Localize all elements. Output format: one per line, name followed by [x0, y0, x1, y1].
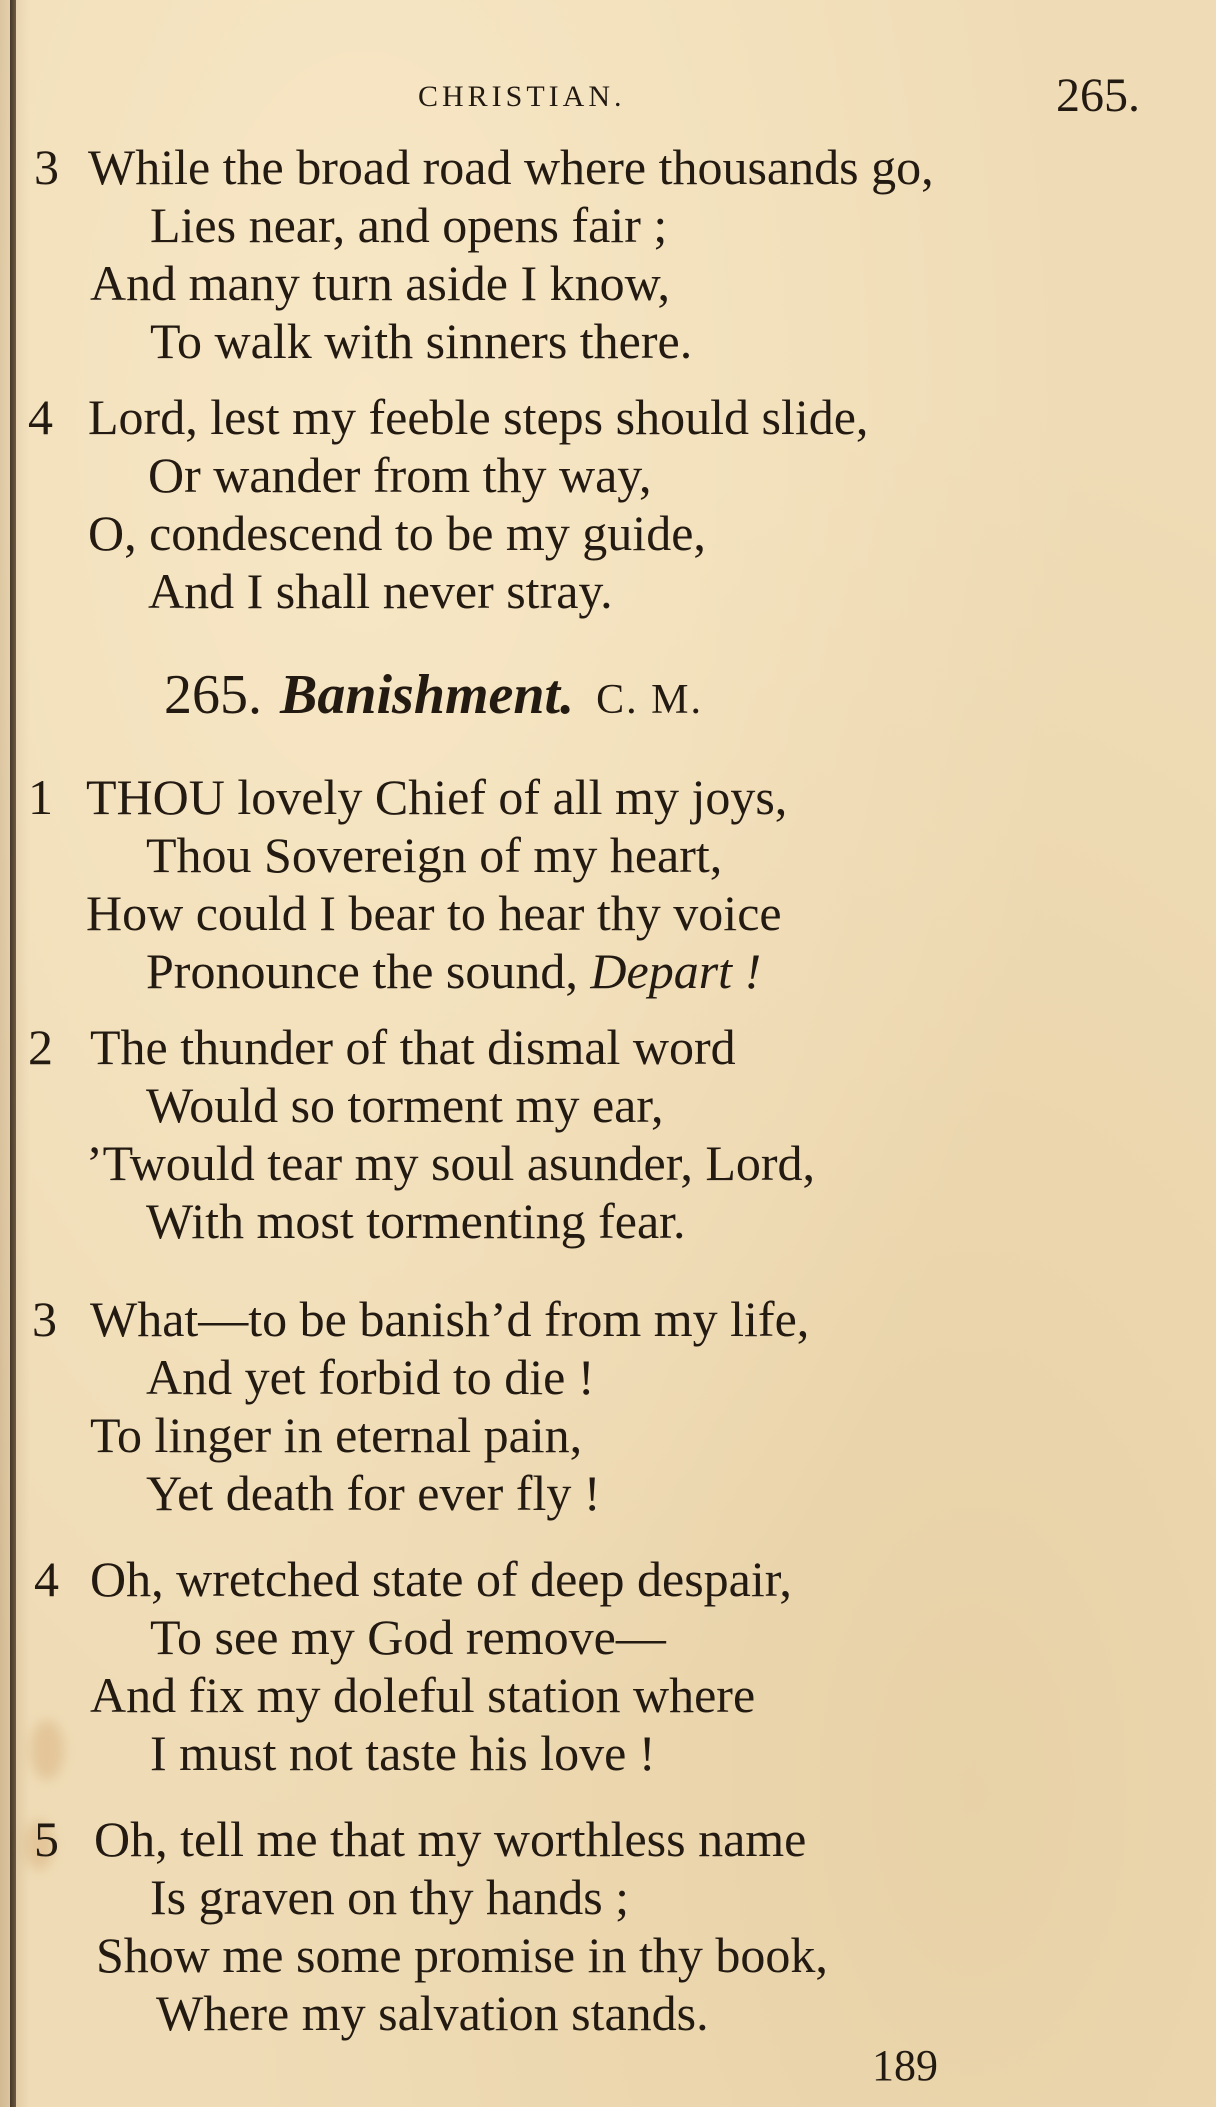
binding-edge — [10, 0, 16, 2107]
verse-line: Show me some promise in thy book, — [96, 1927, 828, 1983]
verse-line: To see my God remove— — [150, 1609, 666, 1665]
italic-word: Depart ! — [590, 943, 762, 999]
stanza-number: 5 — [34, 1811, 59, 1867]
verse-line: To walk with sinners there. — [150, 313, 693, 369]
verse-line: I must not taste his love ! — [150, 1725, 656, 1781]
verse-line: Lies near, and opens fair ; — [150, 197, 668, 253]
verse-line: O, condescend to be my guide, — [88, 505, 706, 561]
page-number: 265. — [1056, 69, 1140, 122]
verse-line: The thunder of that dismal word — [90, 1019, 736, 1075]
signature-mark: 189 — [872, 2041, 938, 2090]
verse-line: Or wander from thy way, — [148, 447, 652, 503]
stanza-number: 4 — [28, 389, 53, 445]
hymn-number: 265. — [164, 664, 262, 726]
verse-line: Where my salvation stands. — [156, 1985, 709, 2041]
verse-line: Lord, lest my feeble steps should slide, — [88, 389, 869, 445]
verse-line: And many turn aside I know, — [90, 255, 670, 311]
verse-line — [146, 942, 761, 1000]
stanza-number: 2 — [28, 1019, 53, 1075]
verse-line: How could I bear to hear thy voice — [86, 885, 782, 941]
verse-line: THOU lovely Chief of all my joys, — [86, 769, 788, 825]
verse-line: And fix my doleful station where — [90, 1667, 756, 1723]
stanza-number: 4 — [34, 1551, 59, 1607]
verse-line: Yet death for ever fly ! — [146, 1465, 601, 1521]
verse-line: Would so torment my ear, — [146, 1077, 664, 1133]
verse-line: While the broad road where thousands go, — [88, 139, 934, 195]
verse-line: ’Twould tear my soul asunder, Lord, — [86, 1135, 816, 1191]
hymn-title: Banishment. — [280, 664, 575, 726]
stanza-number: 3 — [34, 139, 59, 195]
verse-line: Thou Sovereign of my heart, — [146, 827, 723, 883]
verse-line: Oh, wretched state of deep despair, — [90, 1551, 792, 1607]
verse-line: To linger in eternal pain, — [90, 1407, 583, 1463]
page-header — [0, 69, 1216, 132]
verse-line: Is graven on thy hands ; — [150, 1869, 630, 1925]
hymn-heading — [164, 662, 703, 733]
hymn-meter: C. M. — [596, 677, 703, 723]
stanza-number: 3 — [32, 1291, 57, 1347]
verse-line: And I shall never stray. — [148, 563, 613, 619]
stanza-number: 1 — [28, 769, 53, 825]
running-title: CHRISTIAN. — [418, 80, 626, 113]
paper-stain — [30, 1720, 64, 1780]
verse-line: With most tormenting fear. — [146, 1193, 686, 1249]
verse-line-text: Pronounce the sound, — [146, 943, 578, 999]
verse-line: What—to be banish’d from my life, — [90, 1291, 810, 1347]
verse-line: And yet forbid to die ! — [146, 1349, 595, 1405]
verse-line: Oh, tell me that my worthless name — [94, 1811, 807, 1867]
